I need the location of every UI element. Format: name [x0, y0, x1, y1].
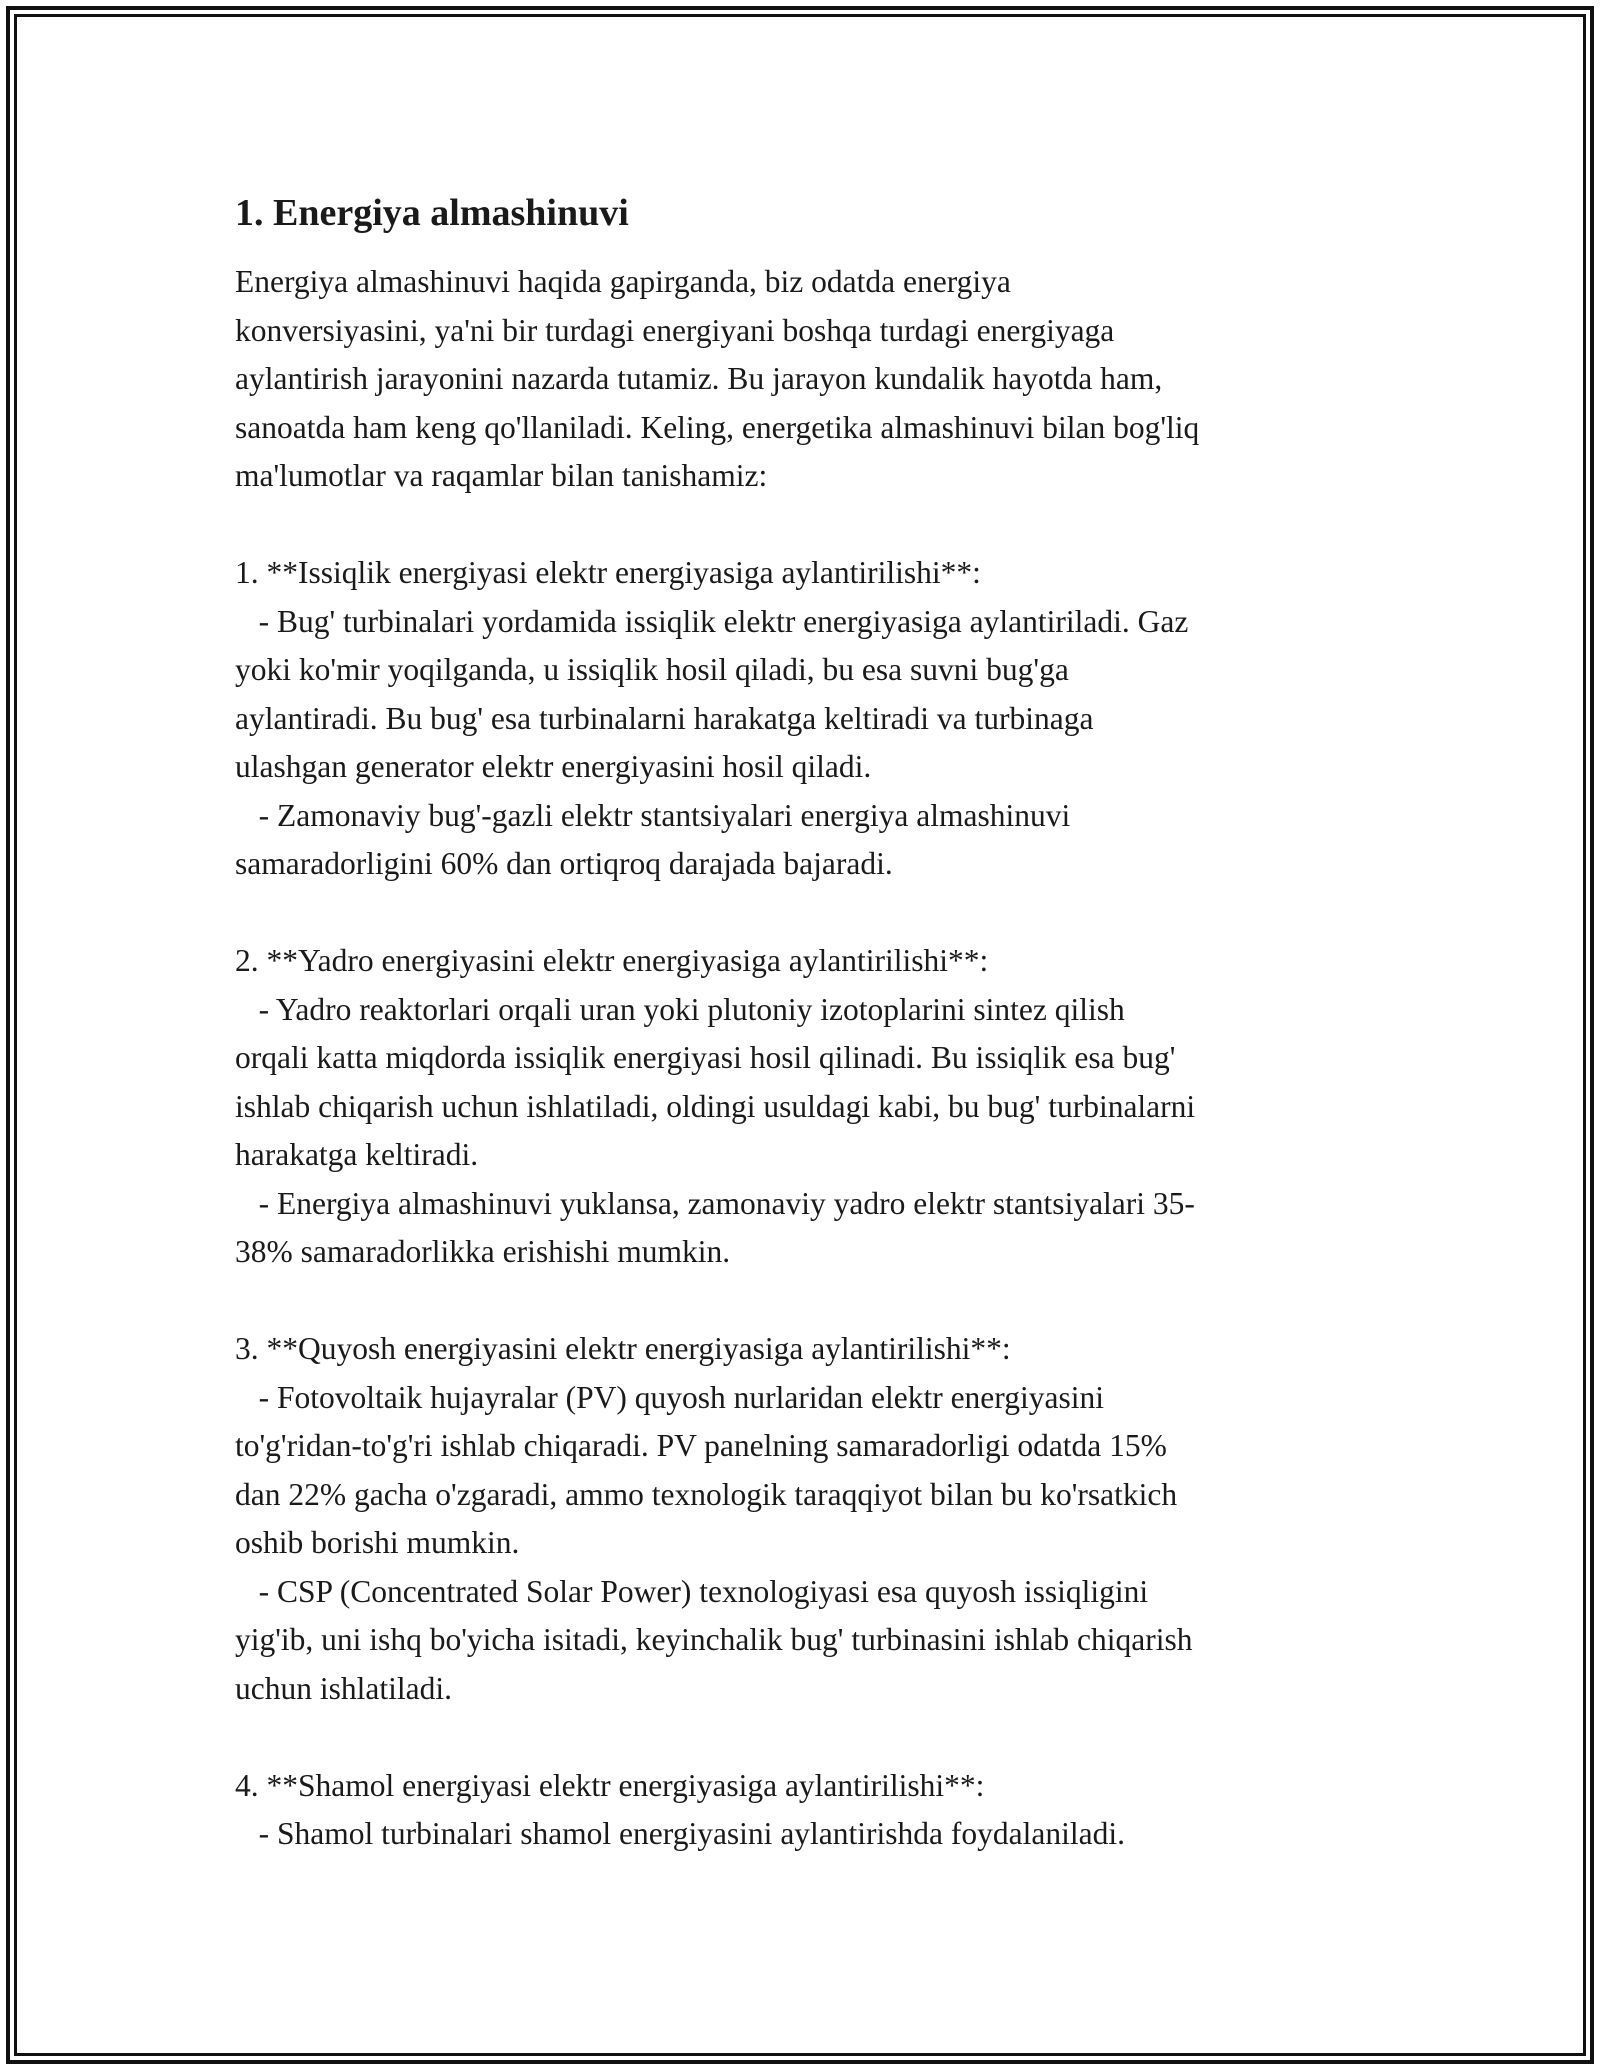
section-item: - Energiya almashinuvi yuklansa, zamonaviy yadro elektr stantsiyalari 35- 38% samaradorlikka erishishi mumkin. [235, 1185, 1195, 1269]
section-item: - CSP (Concentrated Solar Power) texnologiyasi esa quyosh issiqligini yig'ib, uni ishq bo'yicha isitadi, keyinchalik bug' turbinasini ishlab chiqarish uchun ishlatiladi. [235, 1573, 1193, 1706]
section-solar [235, 1325, 1370, 1713]
section-item: - Bug' turbinalari yordamida issiqlik elektr energiyasiga aylantiriladi. Gaz yoki ko'mir yoqilganda, u issiqlik hosil qiladi, bu esa suvni bug'ga aylantiradi. Bu bug' esa turbinalarni harakatga keltiradi va turbinaga ulashgan generator elektr energiyasini hosil qiladi. [235, 603, 1189, 784]
section-item: - Yadro reaktorlari orqali uran yoki plutoniy izotoplarini sintez qilish orqali katta miqdorda issiqlik energiyasi hosil qilinadi. Bu issiqlik esa bug' ishlab chiqarish uchun ishlatiladi, oldingi usuldagi kabi, bu bug' turbinalarni harakatga keltiradi. [235, 991, 1196, 1172]
section-thermal [235, 549, 1370, 889]
section-item: - Shamol turbinalari shamol energiyasini aylantirishda foydalaniladi. [235, 1816, 1125, 1851]
section-heading: 3. **Quyosh energiyasini elektr energiyasiga aylantirilishi**: [235, 1331, 1011, 1366]
section-heading: 2. **Yadro energiyasini elektr energiyasiga aylantirilishi**: [235, 943, 989, 978]
section-wind [235, 1762, 1370, 1859]
section-item: - Fotovoltaik hujayralar (PV) quyosh nurlaridan elektr energiyasini to'g'ridan-to'g'ri ishlab chiqaradi. PV panelning samaradorligi odatda 15% dan 22% gacha o'zgaradi, ammo texnologik taraqqiyot bilan bu ko'rsatkich oshib borishi mumkin. [235, 1379, 1178, 1560]
section-heading: 4. **Shamol energiyasi elektr energiyasiga aylantirilishi**: [235, 1767, 985, 1803]
intro-paragraph: Energiya almashinuvi haqida gapirganda, biz odatda energiya konversiyasini, ya'ni bir turdagi energiyani boshqa turdagi energiyaga aylantirish jarayonini nazarda tutamiz. Bu jarayon kundalik hayotda ham, sanoatda ham keng qo'llaniladi. Keling, energetika almashinuvi bilan bog'liq ma'lumotlar va raqamlar bilan tanishamiz: [235, 264, 1200, 493]
section-heading: 1. **Issiqlik energiyasi elektr energiyasiga aylantirilishi**: [235, 555, 981, 590]
document-body [235, 188, 1370, 1859]
section-item: - Zamonaviy bug'-gazli elektr stantsiyalari energiya almashinuvi samaradorligini 60% dan ortiqroq darajada bajaradi. [235, 797, 1071, 881]
section-nuclear [235, 937, 1370, 1277]
document-title: 1. Energiya almashinuvi [235, 192, 629, 234]
